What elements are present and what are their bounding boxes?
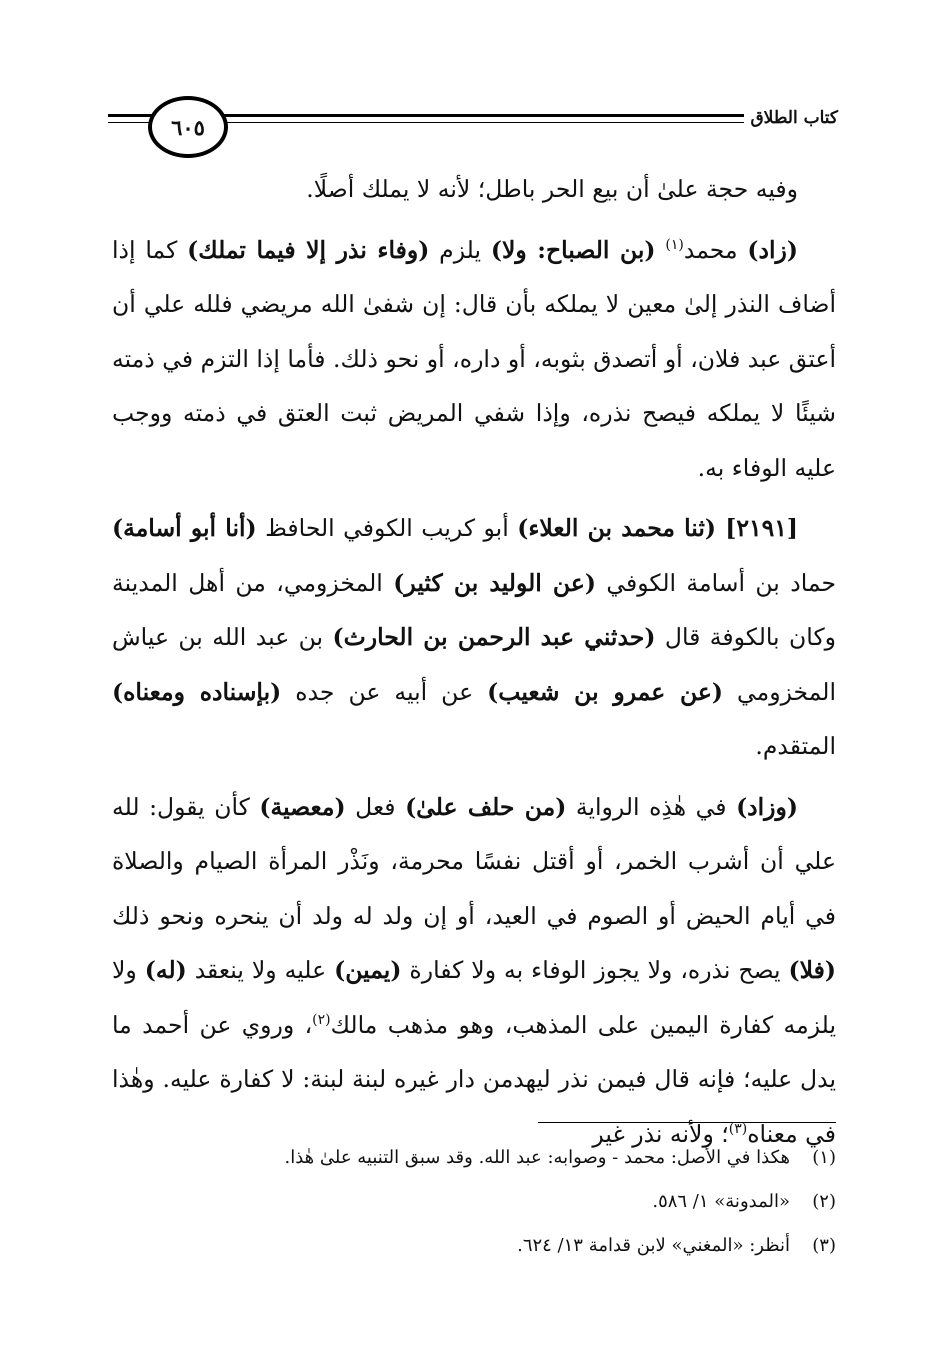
bold-run: (عن الوليد بن كثير)	[393, 568, 596, 597]
footnote-1	[112, 1136, 836, 1180]
footnote-number: (٢)	[812, 1191, 836, 1212]
header-rule-left-thin	[108, 122, 152, 123]
text-run: محمد	[683, 235, 748, 264]
footnote-number: (١)	[812, 1147, 836, 1168]
bold-run: (حدثني عبد الرحمن بن الحارث)	[332, 623, 656, 651]
running-header	[108, 92, 838, 156]
bold-run: (من حلف علىٰ)	[405, 792, 567, 821]
text-run: ؛ ولأنه نذر غير	[592, 1119, 729, 1148]
text-run: ، وروي عن أحمد ما يدل عليه؛ فإنه قال فيمن نذر ليهدمن دار غيره لبنة لبنة: لا كفارة عليه. وهٰذا في معناه	[112, 1010, 836, 1148]
text-run: كأن يقول: لله علي أن أشرب الخمر، أو أقتل نفسًا محرمة، ونَذْر المرأة الصيام والصلاة في أيام الحيض أو الصوم في العيد، أو إن ولد له ولد أن ينحره ونحو ذلك	[112, 792, 836, 930]
bold-run: (وزاد)	[736, 792, 798, 821]
text-run: ولا يلزمه كفارة اليمين على المذهب، وهو مذهب مالك	[112, 956, 836, 1039]
text-run: فعل	[345, 792, 406, 821]
text-run: في هٰذِه الرواية	[566, 792, 737, 821]
footnote-ref-2[interactable]: (٢)	[312, 1011, 331, 1028]
paragraph-4	[112, 780, 836, 1162]
text-run: حماد بن أسامة الكوفي	[595, 568, 837, 597]
paragraph-3	[112, 501, 836, 774]
footnote-2	[112, 1180, 836, 1224]
footnote-separator	[538, 1122, 836, 1123]
page-number: ٦٠٥	[171, 114, 205, 140]
bold-run: (أنا أبو أسامة)	[112, 514, 257, 542]
text-run: يصح نذره، ولا يجوز الوفاء به ولا كفارة	[401, 956, 789, 984]
bold-run: (وفاء نذر إلا فيما تملك)	[187, 235, 430, 264]
main-text	[112, 162, 836, 1167]
text-run: المخزومي، من أهل المدينة وكان بالكوفة قال	[112, 568, 836, 651]
bold-run: (عن عمرو بن شعيب)	[487, 677, 724, 706]
footnotes	[112, 1136, 836, 1268]
text-run: يلزم	[429, 235, 491, 264]
page-number-badge	[148, 96, 228, 158]
text-run: كما إذا أضاف النذر إلىٰ معين لا يملكه بأن قال: إن شفىٰ الله مريضي فلله علي أن أعتق عبد فلان، أو أتصدق بثوبه، أو داره، أو نحو ذلك. فأما إذا التزم في ذمته شيئًا لا يملكه فيصح نذره، وإذا شفي المريض ثبت العتق في ذمته ووجب عليه الوفاء به.	[112, 235, 836, 482]
footnote-ref-3[interactable]: (٣)	[728, 1120, 748, 1137]
text-run: عليه ولا ينعقد	[186, 956, 335, 984]
text-run: أبو كريب الكوفي الحافظ	[256, 514, 518, 542]
footnote-ref-1[interactable]: (١)	[665, 236, 684, 253]
book-title: كتاب الطلاق	[744, 108, 838, 128]
bold-run: (فلا)	[788, 956, 836, 984]
footnote-number: (٣)	[812, 1235, 836, 1256]
text-run: وفيه حجة علىٰ أن بيع الحر باطل؛ لأنه لا يملك أصلًا.	[306, 175, 798, 203]
text-run	[656, 236, 666, 264]
bold-run: (بإسناده ومعناه)	[112, 677, 282, 706]
header-rule-left	[108, 114, 152, 117]
bold-run: (بن الصباح: ولا)	[490, 235, 656, 264]
bold-run: (له)	[144, 956, 187, 984]
text-run: بن عبد الله بن عياش المخزومي	[112, 623, 836, 706]
paragraph-2	[112, 223, 836, 496]
paragraph-1	[112, 162, 836, 217]
footnote-text: أنظر: «المغني» لابن قدامة ١٣/ ٦٢٤.	[517, 1235, 790, 1256]
hadith-number: [٢١٩١] (ثنا محمد بن العلاء)	[517, 514, 798, 542]
text-run: عن أبيه عن جده	[281, 677, 488, 706]
bold-run: (زاد)	[747, 235, 798, 264]
text-run: المتقدم.	[755, 732, 836, 760]
bold-run: (يمين)	[334, 956, 402, 984]
bold-run: (معصية)	[259, 792, 346, 821]
footnote-3	[112, 1224, 836, 1268]
footnote-text: هكذا في الأصل: محمد - وصوابه: عبد الله. وقد سبق التنبيه علىٰ هٰذا.	[284, 1147, 790, 1168]
footnote-text: «المدونة» ١/ ٥٨٦.	[652, 1191, 790, 1212]
